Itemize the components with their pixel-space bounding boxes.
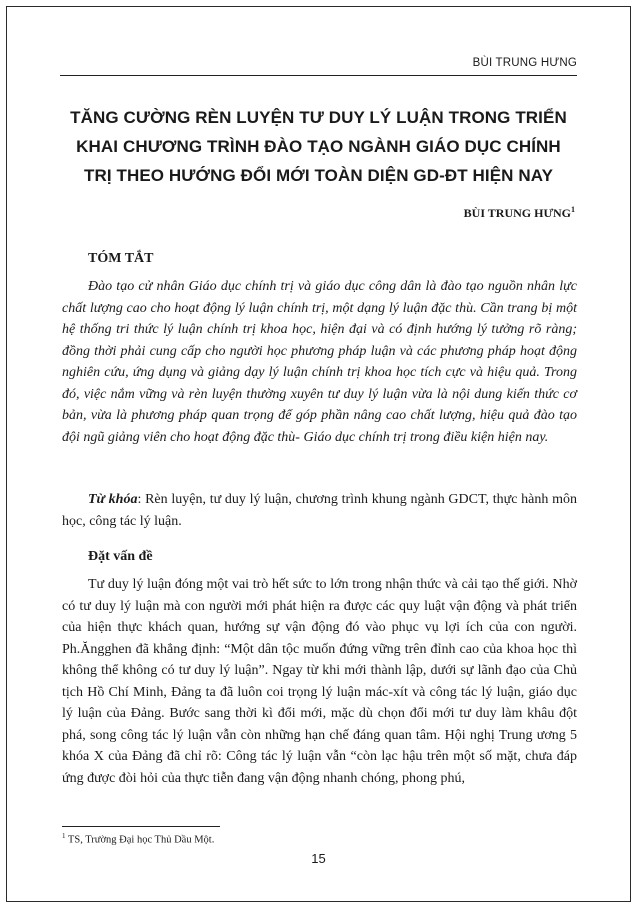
keywords-text: : Rèn luyện, tư duy lý luận, chương trình khung ngành GDCT, thực hành môn học, công tác lý luận. — [62, 492, 577, 529]
intro-body — [62, 574, 577, 789]
article-title: TĂNG CƯỜNG RÈN LUYỆN TƯ DUY LÝ LUẬN TRONG TRIỂN KHAI CHƯƠNG TRÌNH ĐÀO TẠO NGÀNH GIÁO DỤC CHÍNH TRỊ THEO HƯỚNG ĐỔI MỚI TOÀN DIỆN GD-ĐT HIỆN NAY — [70, 108, 567, 185]
author-footnote-mark: 1 — [571, 205, 575, 214]
page-number: 15 — [311, 851, 326, 866]
footnote — [62, 832, 214, 846]
header-rule — [60, 75, 577, 76]
abstract-heading: TÓM TẮT — [88, 251, 154, 266]
keywords-label: Từ khóa — [88, 492, 138, 507]
running-head: BÙI TRUNG HƯNG — [472, 57, 577, 69]
keywords-paragraph — [62, 489, 577, 532]
intro-heading: Đặt vấn đề — [88, 549, 153, 564]
abstract-body — [62, 276, 577, 448]
author-line — [464, 205, 575, 221]
abstract-paragraph: Đào tạo cử nhân Giáo dục chính trị và giáo dục công dân là đào tạo nguồn nhân lực chất lượng cao cho hoạt động lý luận chính trị, một dạng lý luận đặc thù. Cần trang bị một hệ thống tri thức lý luận chính trị khoa học, hiện đại và có định hướng lý tưởng rõ ràng; đồng thời phải cung cấp cho người học phương pháp luận và các phương pháp hoạt động nghiên cứu, ứng dụng và giảng dạy lý luận chính trị khoa học tích cực và hiệu quả. Trong đó, việc nắm vững và rèn luyện thường xuyên tư duy lý luận vừa là nội dung kiến thức cơ bản, vừa là phương pháp quan trọng để góp phần nâng cao chất lượng, hiệu quả đào tạo đội ngũ giảng viên cho hoạt động đặc thù- Giáo dục chính trị trong điều kiện hiện nay. — [62, 279, 577, 445]
intro-paragraph: Tư duy lý luận đóng một vai trò hết sức to lớn trong nhận thức và cải tạo thế giới. Nhờ có tư duy lý luận mà con người mới phát hiện ra được các quy luật vận động và phát triển của hiện thực khách quan, hướng sự vận động đó vào phục vụ lợi ích của con người. Ph.Ăngghen đã khẳng định: “Một dân tộc muốn đứng vững trên đỉnh cao của khoa học thì không thể không có tư duy lý luận”. Ngay từ khi mới thành lập, dưới sự lãnh đạo của Chủ tịch Hồ Chí Minh, Đảng ta đã luôn coi trọng lý luận mác-xít và công tác lý luận, giáo dục lý luận của Đảng. Bước sang thời kì đổi mới, mặc dù chọn đổi mới tư duy làm khâu đột phá, song công tác lý luận vẫn còn những hạn chế đáng quan tâm. Hội nghị Trung ương 5 khóa X của Đảng đã chỉ rõ: Công tác lý luận vẫn “còn lạc hậu trên một số mặt, chưa đáp ứng được đòi hỏi của thực tiễn đang vận động nhanh chóng, phong phú, — [62, 577, 577, 786]
footnote-rule — [62, 826, 220, 827]
footnote-mark: 1 — [62, 832, 66, 840]
author-name: BÙI TRUNG HƯNG — [463, 206, 571, 220]
keywords-block — [62, 489, 577, 532]
footnote-text: TS, Trường Đại học Thủ Dầu Một. — [65, 834, 215, 846]
